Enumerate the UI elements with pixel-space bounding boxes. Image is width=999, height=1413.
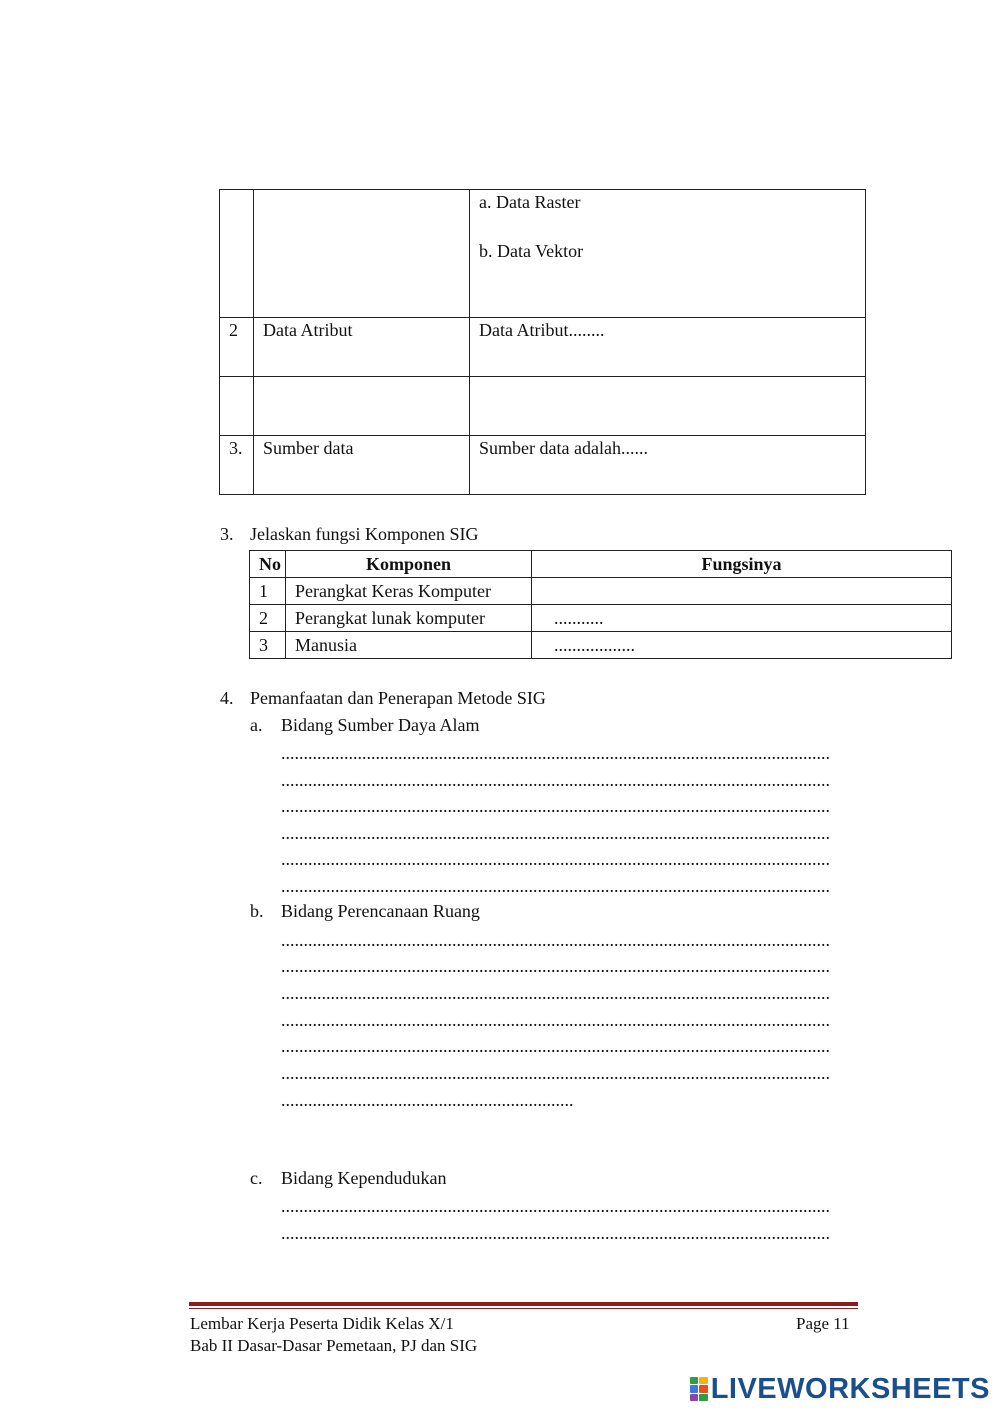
table-cell (254, 377, 470, 436)
answer-line[interactable]: .......................................................................................................................... (281, 771, 830, 789)
question-3-number: 3. (220, 524, 234, 544)
table-cell: 2 (220, 318, 254, 377)
logo-text: LIVEWORKSHEETS (710, 1372, 990, 1405)
table-row (220, 318, 866, 377)
table-cell: Data Atribut........ (470, 318, 866, 377)
answer-line[interactable]: .......................................................................................................................... (281, 1224, 830, 1242)
header-komponen: Komponen (286, 551, 532, 578)
answer-line[interactable]: .......................................................................................................................... (281, 1197, 830, 1215)
table-cell: Data Atribut (254, 318, 470, 377)
answer-line[interactable]: ................................................................. (281, 1091, 574, 1109)
table-row (220, 436, 866, 495)
logo-icon (690, 1377, 708, 1401)
table-cell (254, 190, 470, 318)
table-header-row (250, 551, 952, 578)
header-fungsi: Fungsinya (532, 551, 952, 578)
cell-text: b. Data Vektor (479, 241, 584, 261)
answer-line[interactable]: .......................................................................................................................... (281, 797, 830, 815)
sub-a-label: Bidang Sumber Daya Alam (281, 715, 480, 735)
answer-line[interactable]: .......................................................................................................................... (281, 824, 830, 842)
answer-line[interactable]: .......................................................................................................................... (281, 850, 830, 868)
page-number: Page 11 (796, 1314, 850, 1333)
table-cell (220, 190, 254, 318)
table-cell (470, 190, 866, 318)
component-table (249, 550, 952, 659)
sub-c-label: Bidang Kependudukan (281, 1168, 447, 1188)
footer-rule (189, 1308, 858, 1309)
answer-line[interactable]: .......................................................................................................................... (281, 984, 830, 1002)
answer-line[interactable]: .......................................................................................................................... (281, 931, 830, 949)
table-cell (470, 377, 866, 436)
footer-rule (189, 1302, 858, 1306)
table-cell: 1 (250, 578, 286, 605)
data-table (219, 189, 866, 495)
answer-field[interactable]: ........... (532, 605, 952, 632)
question-4-number: 4. (220, 688, 234, 708)
question-4-text: Pemanfaatan dan Penerapan Metode SIG (250, 688, 546, 708)
table-cell (220, 377, 254, 436)
question-3-text: Jelaskan fungsi Komponen SIG (250, 524, 479, 544)
table-row (250, 632, 952, 659)
answer-line[interactable]: .......................................................................................................................... (281, 877, 830, 895)
table-cell: 2 (250, 605, 286, 632)
table-row (220, 190, 866, 318)
sub-b-letter: b. (250, 901, 264, 921)
table-row (250, 578, 952, 605)
footer-line-1: Lembar Kerja Peserta Didik Kelas X/1 (190, 1314, 454, 1333)
table-row (220, 377, 866, 436)
table-cell: Perangkat lunak komputer (286, 605, 532, 632)
cell-text: a. Data Raster (479, 192, 581, 212)
sub-b-label: Bidang Perencanaan Ruang (281, 901, 480, 921)
sub-a-letter: a. (250, 715, 263, 735)
table-row (250, 605, 952, 632)
answer-line[interactable]: .......................................................................................................................... (281, 744, 830, 762)
answer-line[interactable]: .......................................................................................................................... (281, 1064, 830, 1082)
header-no: No (250, 551, 286, 578)
table-cell: Perangkat Keras Komputer (286, 578, 532, 605)
table-cell: 3 (250, 632, 286, 659)
answer-field[interactable]: .................. (532, 632, 952, 659)
answer-line[interactable]: .......................................................................................................................... (281, 957, 830, 975)
liveworksheets-logo (690, 1372, 990, 1406)
sub-c-letter: c. (250, 1168, 263, 1188)
table-cell: 3. (220, 436, 254, 495)
answer-field[interactable] (532, 578, 952, 605)
table-cell: Sumber data (254, 436, 470, 495)
table-cell: Sumber data adalah...... (470, 436, 866, 495)
answer-line[interactable]: .......................................................................................................................... (281, 1011, 830, 1029)
answer-line[interactable]: .......................................................................................................................... (281, 1037, 830, 1055)
table-cell: Manusia (286, 632, 532, 659)
footer-line-2: Bab II Dasar-Dasar Pemetaan, PJ dan SIG (190, 1336, 478, 1355)
